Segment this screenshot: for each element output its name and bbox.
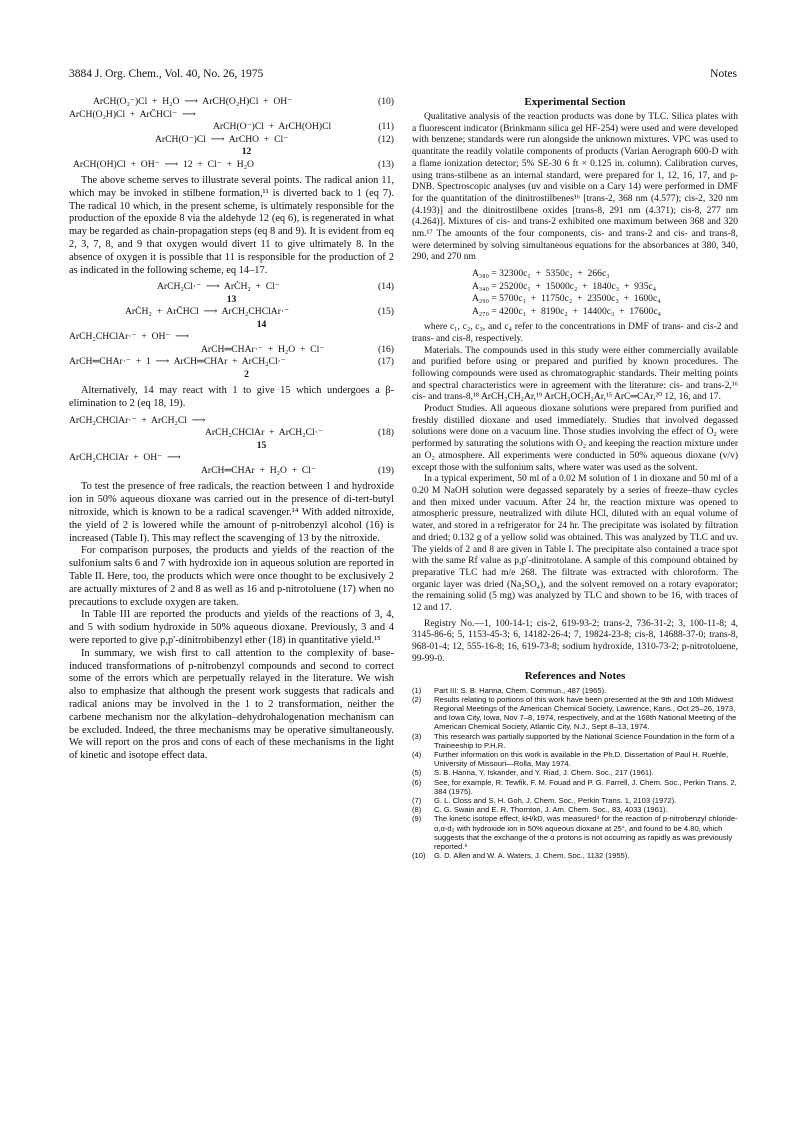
equation-17: ArCH═CHAr·⁻ + 1 ⟶ ArCH═CHAr + ArCH₂Cl·⁻ (17) [69,356,394,368]
equation-18: ArCH₂CHClAr + ArCH₂Cl·⁻ (18) [205,427,394,439]
journal-citation: 3884 J. Org. Chem., Vol. 40, No. 26, 1975 [69,68,264,80]
equation-10: ArCH(O₂⁻)Cl + H₂O ⟶ ArCH(O₂H)Cl + OH⁻ (10) [93,96,394,107]
paragraph-qualitative-analysis: Qualitative analysis of the reaction products was done by TLC. Silica plates with a fluorescent indicator (Brinkmann silica gel HF-254) were used and were developed with benzene; standards were run alongside the unknown mixtures. VPC was used to quantitate the readily volatile components of products (Varian Aerograph 600-D with a flame ionization detector; 5% SE-30 6 ft × 0.125 in. column). Calibration curves, using trans-stilbene as an internal standard, were prepared for 1, 12, 16, 17, and p-DNB. Spectroscopic analyses (uv and visible on a Cary 14) were performed in DMF for the quantitation of the dinitrostilbenes¹⁶ [trans-2, 368 nm (4.577); cis-2, 320 nm (4.193)] and the dinitrostilbene oxides [trans-8, 291 nm (4.371); cis-8, 277 nm (4.264)]. Mixtures of cis- and trans-2 exhibited one maximum between 368 and 320 nm.¹⁷ The amounts of the four components, cis- and trans-2 and cis- and trans-8, were determined by solving simultaneous equations for the absorbances at 380, 340, 290, and 270 nm [412,112,738,263]
equation-12: ArCH(O⁻)Cl ⟶ ArCHO + Cl⁻ (12) [155,133,394,145]
section-name: Notes [710,68,737,80]
equation-16: ArCH═CHAr·⁻ + H₂O + Cl⁻ (16) [201,343,394,355]
equation-11-lhs: ArCH(O₂H)Cl + ArC̄HCl⁻ ⟶ [69,108,196,120]
experimental-heading: Experimental Section [524,96,626,108]
references-heading: References and Notes [524,669,626,682]
absorbance-eq-290: A₂₉₀ = 5700c₁ + 11750c₂ + 23500c₃ + 1600c₄ [472,293,661,305]
paragraph-free-radicals: To test the presence of free radicals, the reaction between 1 and hydroxide ion in 50% aqueous dioxane was carried out in the presence of di-tert-butyl nitroxide, which is known to be a radical scavenger.¹⁴ With added nitroxide, the yield of 2 is lowered while the amount of p-nitrobenzyl alcohol (16) is increased (Table I). This may reflect the scavenging of 13 by the nitroxide. [69,481,394,544]
equation-19-lhs: ArCH₂CHClAr + OH⁻ ⟶ [69,452,181,464]
paragraph-product-studies: Product Studies. All aqueous dioxane solutions were prepared from purified and freshly distilled dioxane and used immediately. Studies that involved degassed solutions were done on a vacuum line. Those studies involving the effect of O₂ were performed by saturating the solutions with O₂ and keeping the reaction mixture under an O₂ atmosphere. All experiments were conducted in 50% aqueous dioxane (v/v) except those with the sulfonium salts, where water was used as the solvent. [412,404,738,473]
page-header [69,68,737,84]
reference-item: (7) G. L. Closs and S. H. Goh, J. Chem. Soc., Perkin Trans. 1, 2103 (1972). [412,795,677,805]
paragraph-typical-experiment: In a typical experiment, 50 ml of a 0.02 M solution of 1 in dioxane and 50 ml of a 0.20 M NaOH solution were degassed separately by a series of freeze–thaw cycles and then mixed under vacuum. After 24 hr, the reaction mixture was opened to atmospheric pressure, neutralized with dilute HCl, diluted with an equal volume of water, and stored in a refrigerator for 24 hr. The precipitate was isolated by filtration and dried; 0.132 g of a yellow solid was obtained. This was analyzed by TLC and uv. The yields of 2 and 8 are given in Table I. The precipitate also contained a trace spot with the same Rf value as p,p′-dinitrotolane. A sample of this compound obtained by preparative TLC had m/e 268. The filtrate was extracted with chloroform. The organic layer was dried (Na₂SO₄), and the solvent removed on a rotary evaporator; the remaining solid (5 mg) was analyzed by TLC and shown to be 16, with traces of 12 and 17. [412,474,738,614]
compound-label-2: 2 [244,368,249,380]
equation-19: ArCH═CHAr + H₂O + Cl⁻ (19) [201,464,394,476]
references-list [412,686,738,861]
left-column [69,96,394,763]
compound-label-15: 15 [256,439,267,451]
equation-15: ArĊH₂ + ArC̄HCl ⟶ ArCH₂CHClAr·⁻ (15) [125,306,394,318]
reference-item: (5) S. B. Hanna, Y. Iskander, and Y. Riad, J. Chem. Soc., 217 (1961). [412,768,654,778]
equation-18-lhs: ArCH₂CHClAr·⁻ + ArCH₂Cl ⟶ [69,414,206,426]
absorbance-eq-380: A₃₈₀ = 32300c₁ + 5350c₂ + 266c₃ [472,268,610,280]
reference-item: (3) This research was partially supported by the National Science Foundation in the form of a Traineeship to P.H.R. [412,731,735,750]
reference-item: (4) Further information on this work is available in the Ph.D. Dissertation of Paul H. Ruehle, University of Missouri—Rolla, May 1974. [412,749,729,769]
compound-label-13: 13 [226,293,237,305]
reference-item: (1) Part III: S. B. Hanna, Chem. Commun., 487 (1965). [412,685,607,695]
paragraph-registry: Registry No.—1, 100-14-1; cis-2, 619-93-2; trans-2, 736-31-2; 3, 100-11-8; 4, 3145-86-6; 5, 1153-45-3; 6, 14182-26-4; 7, 19824-23-8; cis-8, 14688-37-0; trans-8, 968-01-4; 12, 555-16-8; 16, 619-73-8; sodium hydroxide, 1310-73-2; p-nitrotoluene, 99-99-0. [412,618,738,664]
right-column [412,96,738,860]
paragraph-summary: In summary, we wish first to call attention to the complexity of base-induced transformations of p-nitrobenzyl compounds and second to correct some of the errors which are perpetually relayed in the literature. We wish also to emphasize that although the present work suggests that radicals and radical anions may be involved in the 1 to 2 transformation, neither the carbene mechanism nor the alkylation–dehydrohalogenation mechanism can be excluded. Indeed, the three mechanisms may be operative simultaneously. We will report on the pros and cons of each of these mechanisms in the light of kinetic and isotope effect data. [69,647,394,762]
paragraph-materials: Materials. The compounds used in this study were either commercially available and purified before using or prepared and purified by known procedures. The following compounds were used as chromatographic standards. Their melting points and spectral characteristics were in agreement with the literature: cis- and trans-2,¹⁶ cis- and trans-8,¹⁸ ArCH₂CH₂Ar,¹⁹ ArCH₂OCH₂Ar,¹⁵ ArC═CAr,²⁰ 12, 16, and 17. [412,345,738,403]
absorbance-eq-270: A₂₇₀ = 4200c₁ + 8190c₂ + 14400c₃ + 17600c₄ [472,305,661,317]
equation-11: ArCH(O⁻)Cl + ArCH(OH)Cl (11) [213,121,394,132]
paragraph-table-iii: In Table III are reported the products and yields of the reactions of 3, 4, and 5 with sodium hydroxide in 50% aqueous dioxane. Previously, 3 and 4 were reported to give p,p′-dinitrobibenzyl ether (18) in quantitative yield.¹⁵ [69,609,394,647]
paragraph-concentrations: where c₁, c₂, c₃, and c₄ refer to the concentrations in DMF of trans- and cis-2 and trans- and cis-8, respectively. [412,322,738,344]
compound-label-14: 14 [256,318,267,330]
reference-item: (2) Results relating to portions of this work have been presented at the 9th and 10th Midwest Regional Meetings of the American Chemical Society, Lawrence, Kans., Oct 25–26, 1973, and Iowa City, Iowa, Nov 7–8, 1974, respectively, and at the 168th National Meeting of the American Chemical Society, Atlantic City, N.J., Sept 8–13, 1974. [412,694,737,732]
reference-item: (8) C. G. Swain and E. R. Thornton, J. Am. Chem. Soc., 83, 4033 (1961). [412,805,668,815]
absorbance-eq-340: A₃₄₀ = 25200c₁ + 15000c₂ + 1840c₃ + 935c₄ [472,280,657,292]
compound-label-12: 12 [241,146,252,157]
equation-16-lhs: ArCH₂CHClAr·⁻ + OH⁻ ⟶ [69,331,190,343]
paragraph-scheme-discussion: The above scheme serves to illustrate several points. The radical anion 11, which may be invoked in stilbene formation,¹¹ is diverted back to 1 (eq 7). The radical 10 which, in the present scheme, is ultimately responsible for the production of the epoxide 8 via the aldehyde 12 (eq 6), is regenerated in what may be regarded as chain-propagation steps (eq 8 and 9). It is evident from eq 2, 3, 7, 8, and 9 that oxygen would divert 11 to give ultimately 8. In the absence of oxygen it is possible that 11 is responsible for the production of 2 as indicated in the following scheme, eq 14–17. [69,175,394,276]
equation-14: ArCH₂Cl·⁻ ⟶ ArĊH₂ + Cl⁻ (14) [157,281,394,293]
paragraph-comparison: For comparison purposes, the products and yields of the reaction of the sulfonium salts 6 and 7 with hydroxide ion in aqueous solution are reported in Table II. Here, too, the products which were once thought to be exclusively 2 are actually mixtures of 2 and 8 as well as 16 and p-nitrotoluene (17) when no precautions to exclude oxygen are taken. [69,545,394,608]
reference-item: (6) See, for example, R. Tewfik, F. M. Fouad and P. G. Farrell, J. Chem. Soc., Perkin Trans. 2, 384 (1975). [412,777,737,796]
paragraph-alternative-path: Alternatively, 14 may react with 1 to give 15 which undergoes a β-elimination to 2 (eq 18, 19). [69,385,394,410]
reference-item: (10) G. D. Allen and W. A. Waters, J. Chem. Soc., 1132 (1955). [412,851,630,861]
equation-13: ArCH(OH)Cl + OH⁻ ⟶ 12 + Cl⁻ + H₂O (13) [73,158,394,170]
reference-item: (9) The kinetic isotope effect, kH/kD, was measured⁴ for the reaction of p-nitrobenzyl chloride-α,α-d₂ with hydroxide ion in 50% aqueous dioxane at 25°, and found to be 4.80, which suggests that the exchange of the α protons is not occurring as rapidly as was previously reported.⁶ [412,814,738,851]
